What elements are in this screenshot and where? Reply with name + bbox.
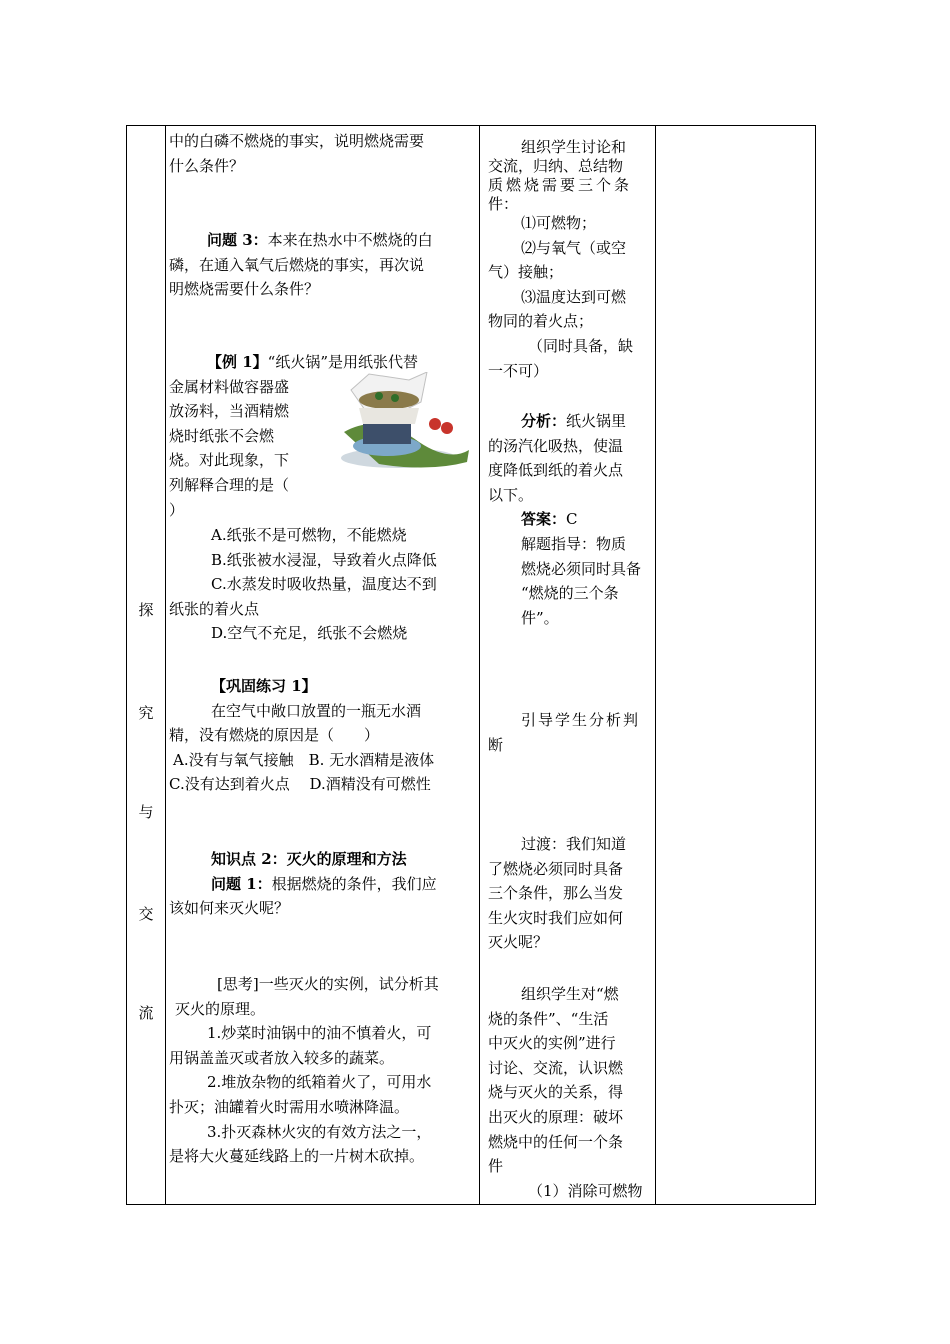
knowledge-point-2: 知识点 2：灭火的原理和方法 xyxy=(211,850,407,868)
analysis: 分析：纸火锅里 的汤汽化吸热，使温 度降低到纸的着火点 以下。 答案：C 解题指导：物质 燃烧必须同时具备 “燃烧的三个条 件”。 xyxy=(488,409,648,630)
text-line: 中的白磷不燃烧的事实，说明燃烧需要 xyxy=(169,132,425,150)
side-char: 探 xyxy=(138,601,154,619)
side-char: 流 xyxy=(138,1004,154,1022)
side-char: 究 xyxy=(138,704,154,722)
text-line: 明燃烧需要什么条件？ xyxy=(169,280,320,299)
col-divider-2 xyxy=(479,126,480,1204)
content-column: 中的白磷不燃烧的事实，说明燃烧需要 什么条件？ 问题 3：本来在热水中不燃烧的白 磷，在通入氧气后燃烧的事实，再次说 明燃烧需要什么条件？ 【例 1】“纸火锅”是用纸张代替 金属材料做容器盛 放汤料，当酒精燃 烧时纸张不会燃 烧。对此现象，下 列解释合理的是（ ） A.纸张不是可燃物，不能燃烧 B.纸张被水浸湿，导致着火点降低 C.水蒸发时吸收热量，温度达不到 纸张的着火点 D.空气不充足，纸张不会燃烧 【巩固练习 1】 在空气中敞口放置的一瓶无水酒 精，没有燃烧的原因是（ ） A.没有与氧气接触 B. 无水酒精是液体 C.没有达到着火点 D.酒精没有可燃性 知识点 2：灭火的原理和方法 问题 1：根据燃烧的条件，我们应 该如何来灭火呢？ [思考]一些灭火的实例，试分析其 灭火的原理。 1.炒菜时油锅中的油不慎着火，可 用锅盖盖灭或者放入较多的蔬菜。 2.堆放杂物的纸箱着火了，可用水 扑灭；油罐着火时需用水喷淋降温。 3.扑灭森林火灾的有效方法之一， 是将大火蔓延线路上的一片树木砍掉。 xyxy=(169,126,474,1204)
option-c-cont: 纸张的着火点 xyxy=(169,599,260,618)
text-line: 磷，在通入氧气后燃烧的事实，再次说 xyxy=(169,255,425,274)
option-b: B.纸张被水浸湿，导致着火点降低 xyxy=(211,550,437,569)
lesson-table xyxy=(126,125,816,1205)
example-1: 【例 1】“纸火锅”是用纸张代替 金属材料做容器盛 放汤料，当酒精燃 烧时纸张不会燃 烧。对此现象，下 列解释合理的是（ ） xyxy=(169,350,474,522)
section-label-column xyxy=(127,126,165,1204)
answer: 答案：C xyxy=(521,510,578,529)
side-char: 与 xyxy=(138,803,154,821)
paper-hotpot-image xyxy=(339,372,473,472)
option-a: A.纸张不是可燃物，不能燃烧 xyxy=(211,526,407,544)
col-divider-1 xyxy=(165,126,166,1204)
text-line: 什么条件？ xyxy=(169,156,245,175)
question-3: 问题 3：本来在热水中不燃烧的白 xyxy=(207,231,433,249)
option-d: D.空气不充足，纸张不会燃烧 xyxy=(211,624,408,643)
organize-discussion: 组织学生对“燃 烧的条件”、“生活 中灭火的实例”进行 讨论、交流，认识燃 烧与灭火的关系，得 出灭火的原理：破坏 燃烧中的任何一个条 件 （1）消除可燃物 xyxy=(488,985,643,1200)
think-section: [思考]一些灭火的实例，试分析其 灭火的原理。 1.炒菜时油锅中的油不慎着火，可 用锅盖盖灭或者放入较多的蔬菜。 2.堆放杂物的纸箱着火了，可用水 扑灭；油罐着火时需用水喷淋降温。 3.扑灭森林火灾的有效方法之一， 是将大火蔓延线路上的一片树木砍掉。 xyxy=(169,975,439,1166)
side-char: 交 xyxy=(138,905,154,923)
option-c: C.水蒸发时吸收热量，温度达不到 xyxy=(211,575,437,594)
transition: 过渡：我们知道 了燃烧必须同时具备 三个条件，那么当发 生火灾时我们应如何 灭火呢？ xyxy=(488,835,627,952)
guide-students: 引导学生分析判 断 xyxy=(488,711,641,754)
question-1: 问题 1：根据燃烧的条件，我们应 xyxy=(211,874,437,893)
col-divider-3 xyxy=(655,126,656,1204)
practice-1: 【巩固练习 1】 在空气中敞口放置的一瓶无水酒 精，没有燃烧的原因是（ ） A.没有与氧气接触 B. 无水酒精是液体 C.没有达到着火点 D.酒精没有可燃性 xyxy=(169,677,435,794)
teacher-activity-column: 组织学生讨论和 交流，归纳、总结物 质燃烧需要三个条 件： ⑴可燃物； ⑵与氧气（或空 气）接触； ⑶温度达到可燃 物同的着火点； （同时具备，缺 一不可） 分析：纸火锅里 的汤汽化吸热，使温 度降低到纸的着火点 以下。 答案：C 解题指导：物质 燃烧必须同时具备 “燃烧的三个条 件”。 引导学生分析判 断 过渡：我们知道 了燃烧必须同时具备 三个条件，那么当发 生火灾时我们应如何 灭火呢？ 组织学生对“燃 烧的条件”、“生活 中灭火的实例”进行 讨论、交流，认识燃 烧与灭火的关系，得 出灭火的原理：破坏 燃烧中的任何一个条 件 （1）消除可燃物 xyxy=(488,126,648,1204)
